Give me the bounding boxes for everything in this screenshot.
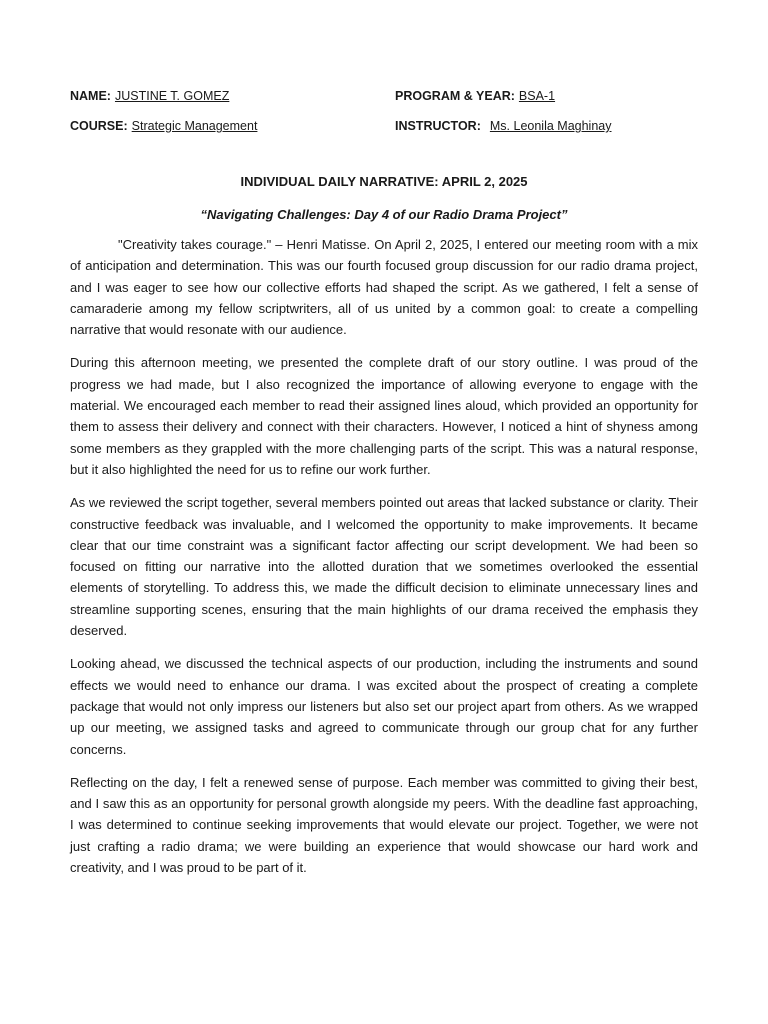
name-field: [70, 88, 395, 104]
paragraph-1: "Creativity takes courage." – Henri Matisse. On April 2, 2025, I entered our meeting room with a mix of anticipation and determination. This was our fourth focused group discussion for our radio drama project, and I was eager to see how our collective efforts had shaped the script. As we gathered, I felt a sense of camaraderie among my fellow scriptwriters, all of us united by a common goal: to create a compelling narrative that would resonate with our audience.: [70, 237, 698, 338]
instructor-field: [395, 118, 698, 134]
program-value: BSA-1: [518, 89, 556, 103]
name-label: NAME:: [70, 89, 111, 103]
paragraph-5: Reflecting on the day, I felt a renewed sense of purpose. Each member was committed to giving their best, and I saw this as an opportunity for personal growth alongside my peers. With the deadline fast approaching, I was determined to continue seeking improvements that would elevate our project. Together, we were not just crafting a radio drama; we were building an experience that would showcase our hard work and creativity, and I was proud to be part of it.: [70, 774, 698, 876]
program-label: PROGRAM & YEAR:: [395, 89, 515, 103]
instructor-value: Ms. Leonila Maghinay: [489, 119, 612, 133]
course-field: [70, 118, 395, 134]
paragraph-4: Looking ahead, we discussed the technical aspects of our production, including the instruments and sound effects we would need to enhance our drama. I was excited about the prospect of creating a complete package that would not only impress our listeners but also set our project apart from others. As we wrapped up our meeting, we assigned tasks and agreed to communicate through our group chat for any further concerns.: [70, 656, 698, 757]
instructor-label: INSTRUCTOR:: [395, 119, 481, 133]
document-subtitle: “Navigating Challenges: Day 4 of our Radio Drama Project”: [200, 207, 568, 222]
paragraph-2: During this afternoon meeting, we presented the complete draft of our story outline. I was proud of the progress we had made, but I also recognized the importance of allowing everyone to engage with the material. We encouraged each member to read their assigned lines aloud, which provided an opportunity for them to assess their delivery and connect with their characters. However, I noticed a hint of shyness among some members as they grappled with the more challenging parts of the script. This was a natural response, but it also highlighted the need for us to refine our work further.: [70, 355, 698, 477]
name-value: JUSTINE T. GOMEZ: [114, 89, 230, 103]
header-row-2: [70, 118, 698, 134]
course-value: Strategic Management: [131, 119, 258, 133]
document-title: INDIVIDUAL DAILY NARRATIVE: APRIL 2, 2025: [240, 174, 528, 189]
header-row-1: [70, 88, 698, 104]
paragraph-3: As we reviewed the script together, several members pointed out areas that lacked substance or clarity. Their constructive feedback was invaluable, and I welcomed the opportunity to make improvements. It became clear that our time constraint was a significant factor affecting our script development. We had been so focused on fitting our narrative into the allotted duration that we sometimes overlooked the essential elements of storytelling. To address this, we made the difficult decision to eliminate unnecessary lines and streamline supporting scenes, ensuring that the main highlights of our drama received the emphasis they deserved.: [70, 495, 698, 639]
program-field: [395, 88, 698, 104]
course-label: COURSE:: [70, 119, 128, 133]
